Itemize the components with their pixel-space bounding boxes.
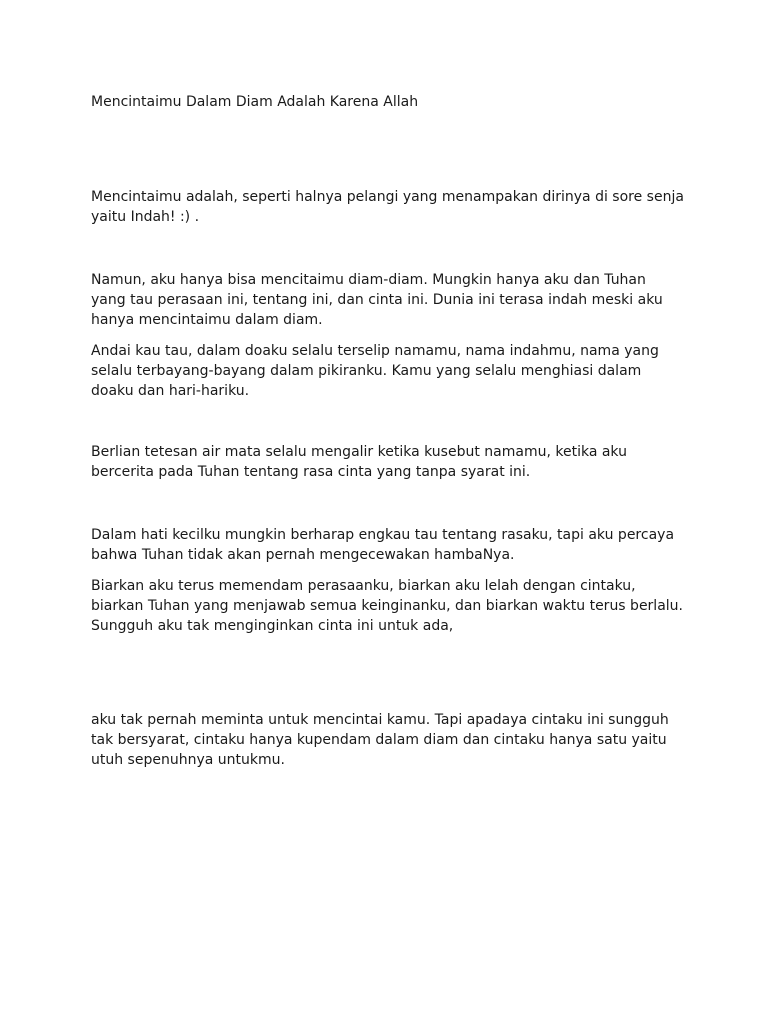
paragraph-2 xyxy=(91,270,691,330)
paragraph-1 xyxy=(91,187,691,227)
paragraph-line: Dalam hati kecilku mungkin berharap engkau tau tentang rasaku, tapi aku percaya xyxy=(91,527,675,543)
paragraph-line: utuh sepenuhnya untukmu. xyxy=(91,752,285,768)
document-title: Mencintaimu Dalam Diam Adalah Karena Allah xyxy=(91,94,419,110)
paragraph-line: hanya mencintaimu dalam diam. xyxy=(91,312,323,328)
paragraph-6 xyxy=(91,576,691,636)
paragraph-line: aku tak pernah meminta untuk mencintai kamu. Tapi apadaya cintaku ini sungguh xyxy=(91,712,669,728)
paragraph-line: yaitu Indah! :) . xyxy=(91,209,200,225)
paragraph-line: biarkan Tuhan yang menjawab semua keinginanku, dan biarkan waktu terus berlalu. xyxy=(91,598,683,614)
paragraph-4 xyxy=(91,442,691,482)
paragraph-line: tak bersyarat, cintaku hanya kupendam dalam diam dan cintaku hanya satu yaitu xyxy=(91,732,667,748)
paragraph-line: Sungguh aku tak menginginkan cinta ini untuk ada, xyxy=(91,618,454,634)
paragraph-line: selalu terbayang-bayang dalam pikiranku. Kamu yang selalu menghiasi dalam xyxy=(91,363,642,379)
paragraph-line: bahwa Tuhan tidak akan pernah mengecewakan hambaNya. xyxy=(91,547,515,563)
paragraph-line: Namun, aku hanya bisa mencitaimu diam-diam. Mungkin hanya aku dan Tuhan xyxy=(91,272,646,288)
paragraph-line: bercerita pada Tuhan tentang rasa cinta yang tanpa syarat ini. xyxy=(91,464,531,480)
paragraph-3 xyxy=(91,341,691,401)
paragraph-7 xyxy=(91,710,691,770)
paragraph-line: doaku dan hari-hariku. xyxy=(91,383,250,399)
paragraph-5 xyxy=(91,525,691,565)
paragraph-line: yang tau perasaan ini, tentang ini, dan cinta ini. Dunia ini terasa indah meski aku xyxy=(91,292,663,308)
paragraph-line: Berlian tetesan air mata selalu mengalir ketika kusebut namamu, ketika aku xyxy=(91,444,627,460)
paragraph-line: Biarkan aku terus memendam perasaanku, biarkan aku lelah dengan cintaku, xyxy=(91,578,636,594)
paragraph-line: Andai kau tau, dalam doaku selalu terselip namamu, nama indahmu, nama yang xyxy=(91,343,659,359)
paragraph-line: Mencintaimu adalah, seperti halnya pelangi yang menampakan dirinya di sore senja xyxy=(91,189,684,205)
